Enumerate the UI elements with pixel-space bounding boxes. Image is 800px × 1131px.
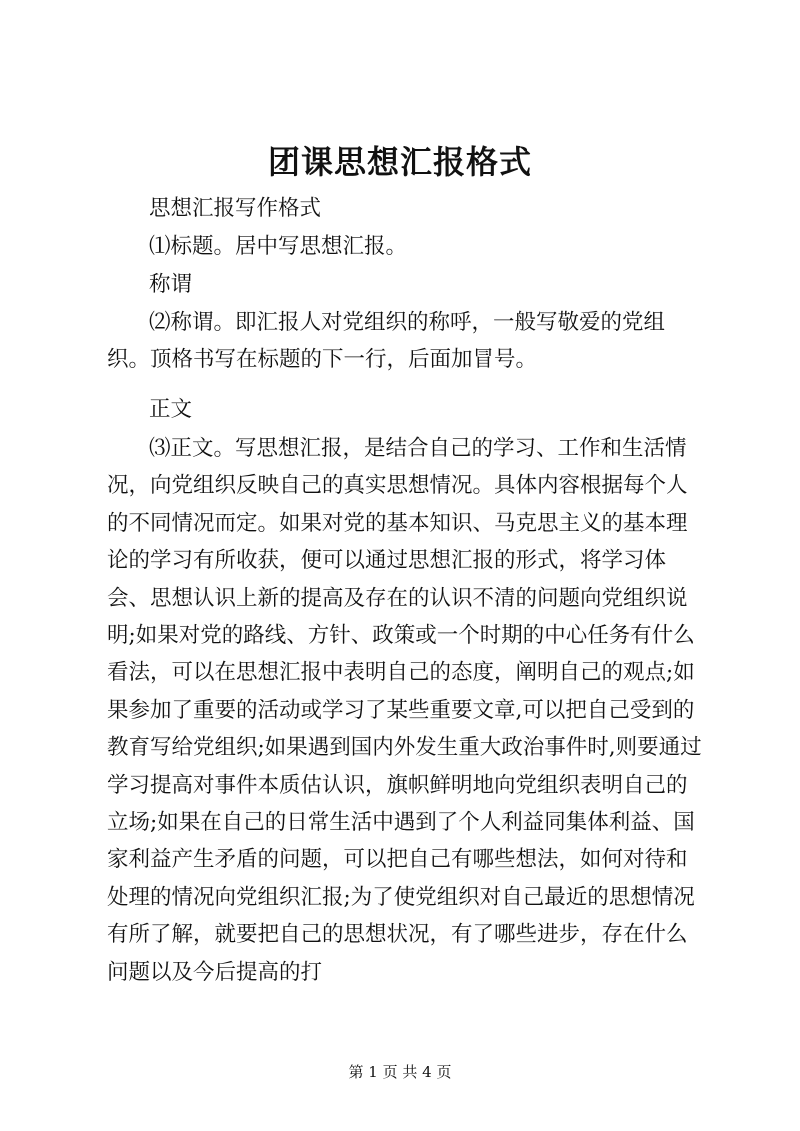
document-title: 团课思想汇报格式 bbox=[267, 143, 532, 181]
page-number-footer: 第 1 页 共 4 页 bbox=[348, 1063, 452, 1081]
paragraph-salutation-rule: ⑵称谓。即汇报人对党组织的称呼，一般写敬爱的党组织。顶格书写在标题的下一行，后面加冒号。 bbox=[107, 310, 666, 373]
section-heading-format: 思想汇报写作格式 bbox=[149, 196, 322, 221]
paragraph-body-rule: ⑶正文。写思想汇报，是结合自己的学习、工作和生活情况，向党组织反映自己的真实思想情况。具体内容根据每个人的不同情况而定。如果对党的基本知识、马克思主义的基本理论的学习有所收获，便可以通过思想汇报的形式，将学习体会、思想认识上新的提高及存在的认识不清的问题向党组织说明;如果对党的路线、方针、政策或一个时期的中心任务有什么看法，可以在思想汇报中表明自己的态度，阐明自己的观点;如果参加了重要的活动或学习了某些重要文章,可以把自己受到的教育写给党组织;如果遇到国内外发生重大政治事件时,则要通过学习提高对事件本质估认识，旗帜鲜明地向党组织表明自己的立场;如果在自己的日常生活中遇到了个人利益同集体利益、国家利益产生矛盾的问题，可以把自己有哪些想法，如何对待和处理的情况向党组织汇报;为了使党组织对自己最近的思想情况有所了解，就要把自己的思想状况，有了哪些进步，存在什么问题以及今后提高的打 bbox=[107, 436, 702, 985]
section-heading-body: 正文 bbox=[149, 397, 193, 422]
paragraph-title-rule: ⑴标题。居中写思想汇报。 bbox=[149, 234, 408, 259]
section-heading-salutation: 称谓 bbox=[149, 272, 193, 297]
